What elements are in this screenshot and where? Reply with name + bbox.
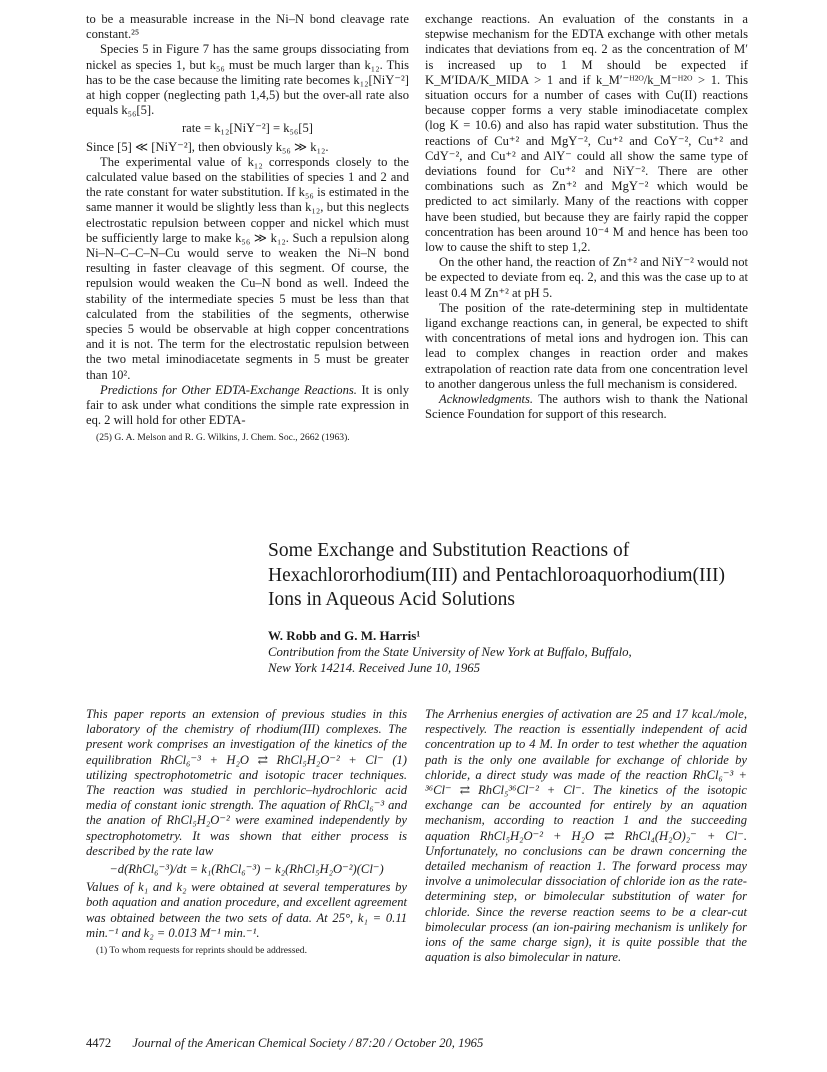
left-column-continued-text xyxy=(86,12,409,444)
paragraph: Since [5] ≪ [NiY⁻²], then obviously k₅₆ ≫ k₁₂. xyxy=(86,139,329,154)
right-column-continued-text xyxy=(425,12,748,422)
footnote-25: (25) G. A. Melson and R. G. Wilkins, J. Chem. Soc., 2662 (1963). xyxy=(96,432,350,444)
paragraph: On the other hand, the reaction of Zn⁺² and NiY⁻² would not be expected to deviate from eq. 2, and this was the case up to at least 0.4 M Zn⁺² at pH 5. xyxy=(425,255,748,300)
abstract-paragraph: This paper reports an extension of previous studies in this laboratory of the chemistry of rhodium(III) complexes. The present work comprises an investigation of the kinetics of the equilibration RhCl₆⁻³ + H₂O ⇄ RhCl₅H₂O⁻² + Cl⁻ (1) utilizing spectrophotometric and isotopic tracer techniques. The reaction was studied in perchloric–hydrochloric acid media of constant ionic strength. The aquation of RhCl₆⁻³ and the anation of RhCl₅H₂O⁻² were examined independently by spectrophotometry. It was shown that either process is described by the rate law xyxy=(86,707,407,858)
paragraph: exchange reactions. An evaluation of the constants in a stepwise mechanism for the EDTA exchange with other metals indicates that deviations from eq. 2 as the concentration of M′ is increased up to 1 M should be expected if K_M′IDA/K_MIDA > 1 and if k_M′⁻ᴴ²ᴼ/k_M⁻ᴴ²ᴼ > 1. This situation occurs for a number of cases with Cu(II) reactions because copper forms a very stable iminodiacetate complex (log K = 10.6) and also has rapid water substitution. Thus the reactions of Cu⁺² and MgY⁻², Cu⁺² and CoY⁻², Cu⁺² and CdY⁻², and Cu⁺² and AlY⁻ could all show the same type of deviations found for Cu⁺² and NiY⁻². There are other combinations such as Zn⁺² and MgY⁻² which would be predicted to act similarly. Many of the reactions with copper have been studied, but because they are fairly rapid the copper concentration has been around 10⁻⁴ M and hence has been too low to cause the shift to step 1,2. xyxy=(425,12,748,255)
footnote-1: (1) To whom requests for reprints should be addressed. xyxy=(96,945,307,957)
page-footer xyxy=(86,1036,748,1051)
abstract-paragraph: The Arrhenius energies of activation are 25 and 17 kcal./mole, respectively. The reaction is essentially independent of acid concentration up to 4 M. In order to test whether the aquation path is the only one available for exchange of chloride by chloride, a direct study was made of the reaction RhCl₆⁻³ + ³⁶Cl⁻ ⇄ RhCl₅³⁶Cl⁻² + Cl⁻. The kinetics of the isotopic exchange can be accounted for entirely by an aquation mechanism, according to reaction 1 and the succeeding aquation RhCl₅H₂O⁻² + H₂O ⇄ RhCl₄(H₂O)₂⁻ + Cl⁻. Unfortunately, no conclusions can be drawn concerning the detailed mechanism of reaction 1. The forward process may involve a unimolecular dissociation of chloride ion as the rate-determining step, or bimolecular substitution of water for chloride. Since the reverse reaction seems to be a clear-cut bimolecular process (an ion-pairing mechanism is unlikely for ions of the same charge sign), it is quite possible that the aquation is also bimolecular in nature. xyxy=(425,707,747,965)
journal-citation: Journal of the American Chemical Society / 87:20 / October 20, 1965 xyxy=(132,1036,484,1050)
paragraph-text: It is only fair to ask under what conditions the simple rate expression in eq. 2 will hold for other EDTA- xyxy=(86,382,409,428)
paragraph: The experimental value of k₁₂ corresponds closely to the calculated value based on the stabilities of species 1 and 2 and the rate constant for water substitution. If k₅₆ is estimated in the same manner it would be slightly less than k₁₂, but this neglects electrostatic repulsion between copper and nickel which must be sufficiently large to make k₅₆ ≫ k₁₂. Such a repulsion along Ni–N–C–C–N–Cu would serve to weaken the Ni–N bond resulting in faster cleavage of this segment. Of course, the repulsion would weaken the Cu–N bond as well. Indeed the stability of the intermediate species 5 must be less than that calculated from the stabilities of the segments, otherwise species 5 would be observable at high copper concentrations and it is not. The term for the electrostatic repulsion between the two metal iminodiacetate segments in 5 must be greater than 10². xyxy=(86,154,409,382)
section-lead: Predictions for Other EDTA-Exchange Reactions. xyxy=(100,382,357,397)
article-affiliation: Contribution from the State University of New York at Buffalo, Buffalo, New York 14214. Received June 10, 1965 xyxy=(268,645,632,675)
paragraph: The position of the rate-determining step in multidentate ligand exchange reactions can, in general, be expected to shift with concentrations of metal ions and hydrogen ion. This can lead to complex changes in reaction order and makes extrapolation of reaction rate data from one concentration level to another dangerous unless the full mechanism is considered. xyxy=(425,300,748,391)
article-title: Some Exchange and Substitution Reactions of Hexachlororhodium(III) and Pentachloroaquorhodium(III) Ions in Aqueous Acid Solutions xyxy=(268,540,726,610)
rate-equation: rate = k₁₂[NiY⁻²] = k₅₆[5] xyxy=(181,121,313,136)
acknowledgments xyxy=(425,392,748,422)
abstract-left-column xyxy=(86,707,407,957)
paragraph: Species 5 in Figure 7 has the same groups dissociating from nickel as species 1, but k₅₆ must be much larger than k₁₂. This has to be the case because the limiting rate becomes k₁₂[NiY⁻²] at high copper (neglecting path 1,4,5) but the over-all rate also equals k₅₆[5]. xyxy=(86,42,409,118)
paragraph-text: The authors wish to thank the National Science Foundation for support of this research. xyxy=(425,392,748,422)
page-number: 4472 xyxy=(86,1036,112,1050)
section-lead: Acknowledgments. xyxy=(439,392,534,407)
paragraph-predictions xyxy=(86,383,409,429)
article-authors: W. Robb and G. M. Harris¹ xyxy=(268,628,421,643)
rate-law-equation: −d(RhCl₆⁻³)/dt = k₁(RhCl₆⁻³) − k₂(RhCl₅H₂O⁻²)(Cl⁻) xyxy=(109,862,384,877)
abstract-right-column xyxy=(425,707,747,965)
paragraph: to be a measurable increase in the Ni–N bond cleavage rate constant.²⁵ xyxy=(86,12,409,42)
abstract-paragraph: Values of k₁ and k₂ were obtained at several temperatures by both aquation and anation procedure, and excellent agreement was obtained between the two sets of data. At 25°, k₁ = 0.11 min.⁻¹ and k₂ = 0.013 M⁻¹ min.⁻¹. xyxy=(86,880,407,940)
